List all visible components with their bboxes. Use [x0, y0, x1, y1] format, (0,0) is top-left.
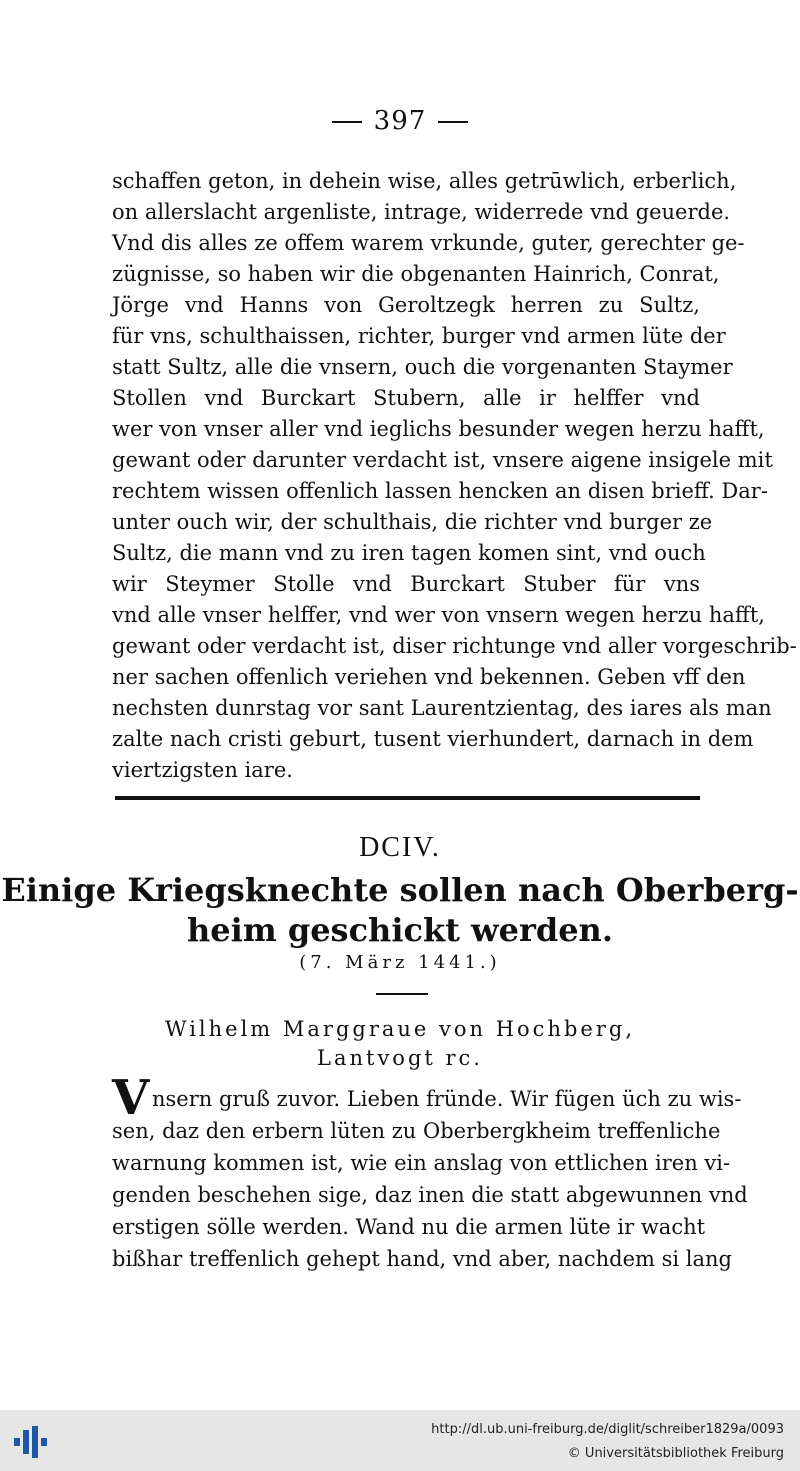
body-line: on allerslacht argenliste, intrage, widerrede vnd geuerde.	[112, 200, 731, 224]
body-line: zalte nach cristi geburt, tusent vierhundert, darnach in dem	[112, 727, 754, 751]
letter-line: bißhar treffenlich gehept hand, vnd aber, nachdem si lang	[112, 1247, 733, 1271]
page-number	[0, 106, 800, 136]
page-number-dash-right	[438, 121, 468, 123]
viewer-footer	[0, 1410, 800, 1471]
sender-line: Lantvogt rc.	[317, 1046, 483, 1070]
letter-line: nsern gruß zuvor. Lieben fründe. Wir fügen üch zu wis-	[152, 1087, 742, 1111]
letter-line: sen, daz den erbern lüten zu Oberbergkheim treffenliche	[112, 1119, 721, 1143]
body-line: wir Steymer Stolle vnd Burckart Stuber für vns	[112, 572, 700, 596]
body-line: statt Sultz, alle die vnsern, ouch die vorgenanten Staymer	[112, 355, 733, 379]
body-line: zügnisse, so haben wir die obgenanten Hainrich, Conrat,	[112, 262, 720, 286]
page-number-dash-left	[332, 121, 362, 123]
body-line: nechsten dunrstag vor sant Laurentzientag, des iares als man	[112, 696, 772, 720]
body-line: wer von vnser aller vnd ieglichs besunder wegen herzu hafft,	[112, 417, 765, 441]
letter-line: warnung kommen ist, wie ein anslag von ettlichen iren vi-	[112, 1151, 731, 1175]
body-line: unter ouch wir, der schulthais, die richter vnd burger ze	[112, 510, 713, 534]
letter-line: erstigen sölle werden. Wand nu die armen lüte ir wacht	[112, 1215, 706, 1239]
title-divider	[376, 993, 428, 995]
body-line: viertzigsten iare.	[112, 758, 293, 782]
body-line: Sultz, die mann vnd zu iren tagen komen sint, vnd ouch	[112, 541, 706, 565]
body-line: Jörge vnd Hanns von Geroltzegk herren zu Sultz,	[112, 293, 700, 317]
section-title-line: heim geschickt werden.	[187, 911, 613, 949]
body-line: Vnd dis alles ze offem warem vrkunde, guter, gerechter ge-	[112, 231, 745, 255]
section-title-line: Einige Kriegsknechte sollen nach Oberberg-	[1, 871, 799, 909]
body-line: rechtem wissen offenlich lassen hencken an disen brieff. Dar-	[112, 479, 768, 503]
body-line: gewant oder verdacht ist, diser richtunge vnd aller vorgeschrib-	[112, 634, 797, 658]
page-number-value: 397	[373, 106, 427, 136]
document-date: (7. März 1441.)	[299, 952, 501, 973]
section-divider	[115, 796, 700, 800]
library-logo-icon	[14, 1426, 54, 1458]
body-line: ner sachen offenlich veriehen vnd bekennen. Geben vff den	[112, 665, 746, 689]
body-line: vnd alle vnser helffer, vnd wer von vnsern wegen herzu hafft,	[112, 603, 765, 627]
copyright-notice: © Universitätsbibliothek Freiburg	[567, 1446, 784, 1461]
body-line: schaffen geton, in dehein wise, alles getrūwlich, erberlich,	[112, 169, 737, 193]
section-number: DCIV.	[359, 832, 441, 863]
body-line: gewant oder darunter verdacht ist, vnsere aigene insigele mit	[112, 448, 773, 472]
drop-cap: V	[112, 1070, 150, 1126]
body-line: für vns, schulthaissen, richter, burger vnd armen lüte der	[112, 324, 726, 348]
sender-line: Wilhelm Marggraue von Hochberg,	[164, 1017, 635, 1041]
body-line: Stollen vnd Burckart Stubern, alle ir helffer vnd	[112, 386, 700, 410]
permalink-url[interactable]: http://dl.ub.uni-freiburg.de/diglit/schreiber1829a/0093	[431, 1422, 784, 1437]
letter-line: genden beschehen sige, daz inen die statt abgewunnen vnd	[112, 1183, 748, 1207]
